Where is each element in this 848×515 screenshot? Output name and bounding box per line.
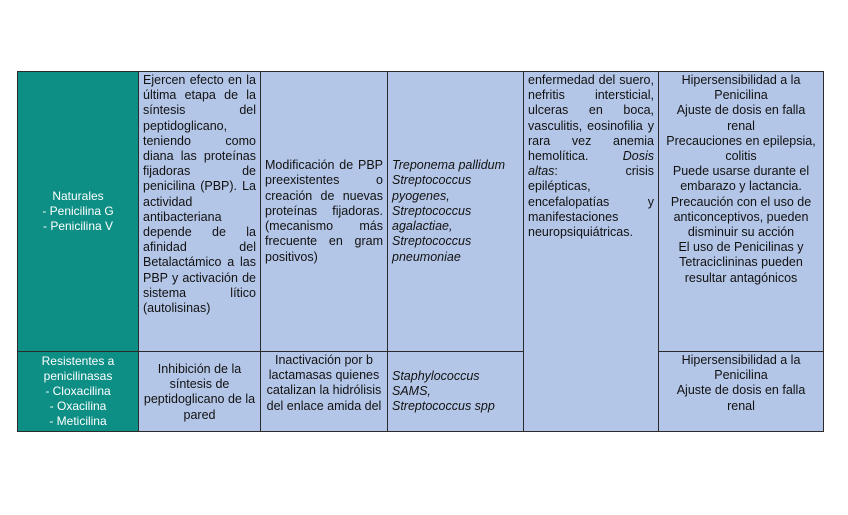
adverse-effects-text: enfermedad del suero, nefritis intersticial, ulceras en boca, vasculitis, eosinofilia y rara vez anemia hemolítica. (528, 73, 654, 164)
spectrum-organism: Streptococcus spp (392, 399, 495, 414)
group-item: - Oxacilina (49, 399, 107, 413)
precaution-item: Precauciones en epilepsia, colitis (666, 133, 816, 164)
spectrum-organism: Streptococcus pneumoniae (392, 234, 472, 264)
adverse-dose-label: Dosis altas (528, 149, 654, 179)
table-row-resistentes (18, 352, 824, 432)
adverse-effects-cell (524, 72, 659, 432)
spectrum-organism: Streptococcus pyogenes, (392, 173, 472, 203)
precautions-cell (659, 352, 824, 432)
precaution-item: El uso de Penicilinas y Tetraciclininas pueden resultar antagónicos (678, 240, 804, 285)
penicillin-table (17, 71, 824, 432)
spectrum-organism: Staphylococcus SAMS, (392, 368, 480, 398)
precaution-item: Ajuste de dosis en falla renal (676, 103, 806, 133)
group-title: Resistentes a (41, 354, 115, 368)
group-cell-resistentes (18, 352, 139, 432)
mechanism-cell: Inhibición de la síntesis de peptidoglicano de la pared (139, 352, 261, 432)
mechanism-cell: Ejercen efecto en la última etapa de la síntesis del peptidoglicano, teniendo como diana las proteínas fijadoras de penicilina (PBP). La actividad antibacteriana depende de la afinidad del Betalactámico a las PBP y activación de sistema lítico (autolisinas) (139, 72, 261, 352)
group-item: - Penicilina V (42, 219, 114, 233)
precautions-cell (659, 72, 824, 352)
group-title: penicilinasas (43, 369, 113, 383)
spectrum-organism: Treponema pallidum (392, 158, 506, 173)
precaution-item: Puede usarse durante el embarazo y lactancia. (672, 164, 810, 194)
precaution-item: Precaución con el uso de anticonceptivos, pueden disminuir su acción (670, 194, 812, 240)
group-cell-naturales (18, 72, 139, 352)
group-item: - Meticilina (49, 414, 107, 428)
precaution-item: Hipersensibilidad a la Penicilina (681, 353, 801, 383)
group-item: - Penicilina G (42, 204, 114, 218)
group-title: Naturales (52, 189, 104, 203)
spectrum-cell (388, 352, 524, 432)
resistance-cell: Inactivación por b lactamasas quienes catalizan la hidrólisis del enlace amida del (261, 352, 388, 432)
resistance-cell: Modificación de PBP preexistentes o creación de nuevas proteínas fijadoras. (mecanismo más frecuente en gram positivos) (261, 72, 388, 352)
table-row-naturales (18, 72, 824, 352)
adverse-dose-text: : crisis epilépticas, encefalopatías y manifestaciones neuropsiquiátricas. (528, 164, 654, 240)
group-item: - Cloxacilina (45, 384, 111, 398)
spectrum-organism: Streptococcus agalactiae, (392, 203, 472, 234)
spectrum-cell (388, 72, 524, 352)
precaution-item: Hipersensibilidad a la Penicilina (681, 73, 801, 103)
precaution-item: Ajuste de dosis en falla renal (676, 383, 806, 413)
